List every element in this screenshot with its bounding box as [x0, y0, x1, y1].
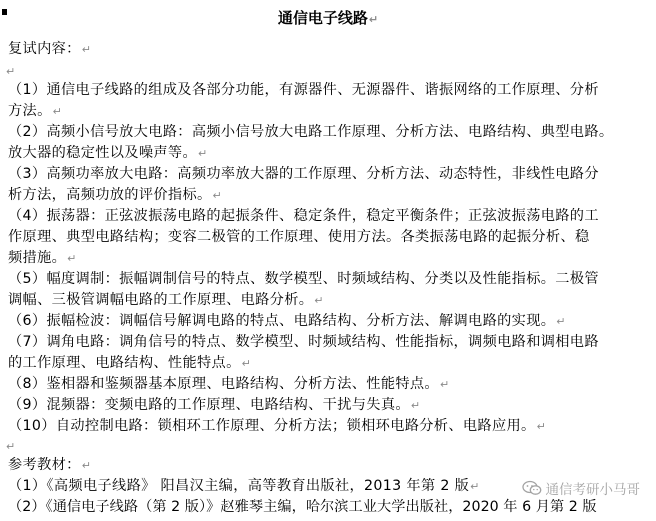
- text-line-9: 频措施。↵: [8, 250, 77, 266]
- empty-paragraph-mark-icon: ↵: [6, 440, 16, 453]
- wechat-icon: [522, 480, 542, 496]
- text-line-6: 析方法，高频功放的评价指标。↵: [8, 187, 222, 203]
- paragraph-mark-icon: ↵: [470, 480, 480, 493]
- text-line-8: 作原理、典型电路结构；变容二极管的工作原理、使用方法。各类振荡电路的起振分析、稳: [8, 229, 590, 245]
- text-line-2: 方法。↵: [8, 103, 62, 119]
- text-line-13: （7）调角电路：调角信号的特点、数学模型、时频域结构、性能指标，调频电路和调相电路: [8, 334, 599, 350]
- paragraph-mark-icon: ↵: [556, 315, 566, 328]
- paragraph-mark-icon: ↵: [198, 147, 208, 160]
- paragraph-mark-icon: ↵: [81, 43, 91, 56]
- text-line-17: （10）自动控制电路：锁相环工作原理、分析方法；锁相环电路分析、电路应用。↵: [8, 418, 546, 434]
- references-heading: 参考教材：↵: [8, 457, 91, 473]
- paragraph-mark-icon: ↵: [52, 105, 62, 118]
- paragraph-mark-icon: ↵: [410, 399, 421, 412]
- watermark: [522, 477, 641, 499]
- paragraph-mark-icon: ↵: [368, 13, 379, 26]
- document-title: [0, 8, 656, 30]
- paragraph-mark-icon: ↵: [81, 459, 91, 472]
- paragraph-mark-icon: ↵: [536, 420, 546, 433]
- text-line-14: 的工作原理、电路结构、性能特点。↵: [8, 355, 251, 371]
- text-line-11: 调幅、三极管调幅电路的工作原理、电路分析。↵: [8, 292, 324, 308]
- paragraph-mark-icon: ↵: [241, 357, 251, 370]
- text-line-10: （5）幅度调制：振幅调制信号的特点、数学模型、时频域结构、分类以及性能指标。二极管: [8, 271, 599, 287]
- section-heading-content: 复试内容：↵: [8, 41, 91, 57]
- text-line-4: 放大器的稳定性以及噪声等。↵: [8, 145, 208, 161]
- reference-2: （2）《通信电子线路（第 2 版）》赵雅琴主编，哈尔滨工业大学出版社，2020 年 6 月第 2 版: [8, 499, 597, 515]
- paragraph-mark-icon: ↵: [212, 189, 222, 202]
- paragraph-mark-icon: ↵: [67, 252, 77, 265]
- paragraph-mark-icon: ↵: [314, 294, 324, 307]
- text-line-15: （8）鉴相器和鉴频器基本原理、电路结构、分析方法、性能特点。↵: [8, 376, 450, 392]
- paragraph-mark-icon: ↵: [439, 378, 450, 391]
- empty-paragraph-mark-icon: ↵: [6, 65, 16, 78]
- watermark-text: 通信考研小马哥: [545, 482, 640, 498]
- text-line-5: （3）高频功率放大电路：高频功率放大器的工作原理、分析方法、动态特性，非线性电路分: [8, 166, 599, 182]
- text-line-3: （2）高频小信号放大电路：高频小信号放大电路工作原理、分析方法、电路结构、典型电路。: [8, 124, 614, 140]
- text-line-12: （6）振幅检波：调幅信号解调电路的特点、电路结构、分析方法、解调电路的实现。↵: [8, 313, 566, 329]
- text-line-7: （4）振荡器：正弦波振荡电路的起振条件、稳定条件，稳定平衡条件；正弦波振荡电路的工: [8, 208, 599, 224]
- text-line-16: （9）混频器：变频电路的工作原理、电路结构、干扰与失真。↵: [8, 397, 421, 413]
- text-line-1: （1）通信电子线路的组成及各部分功能，有源器件、无源器件、谐振网络的工作原理、分析: [8, 82, 599, 98]
- document-title-text: 通信电子线路: [277, 9, 368, 27]
- reference-1: （1）《高频电子线路》 阳昌汉主编，高等教育出版社，2013 年第 2 版↵: [8, 478, 480, 494]
